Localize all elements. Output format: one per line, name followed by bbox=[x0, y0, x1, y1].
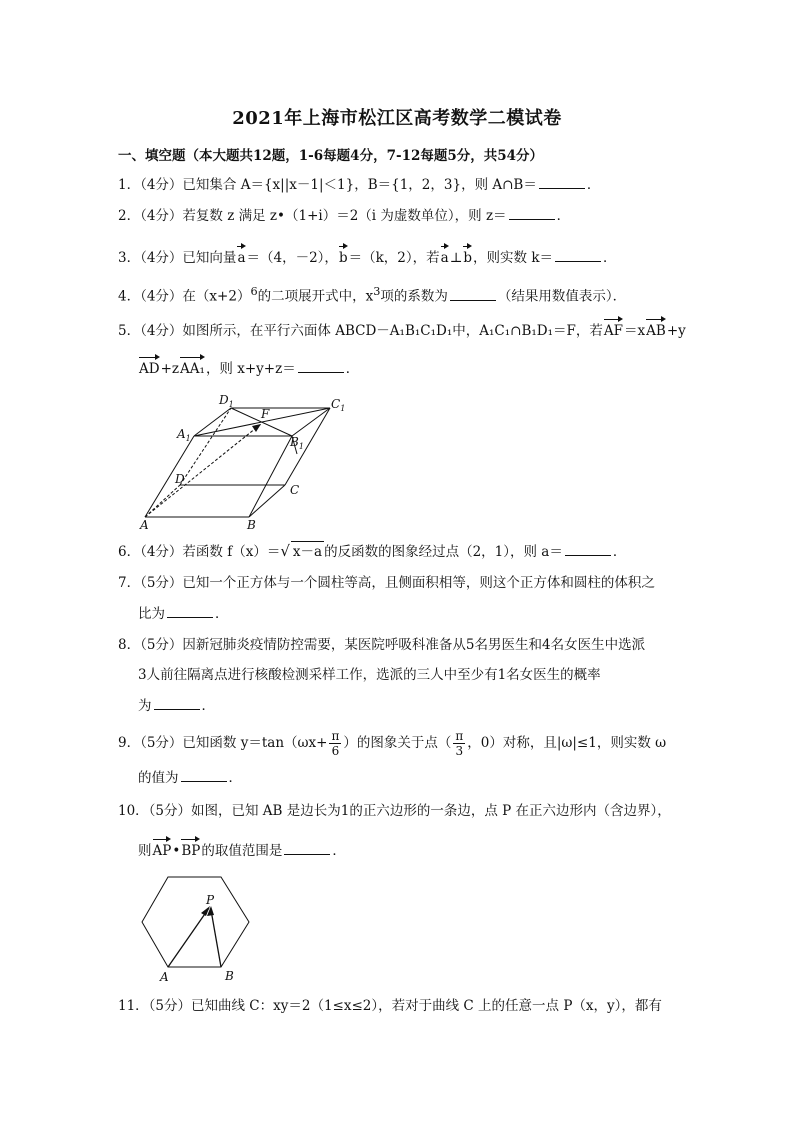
question-8-line-3: 为 ． bbox=[138, 698, 215, 714]
answer-blank bbox=[181, 768, 227, 782]
vector-bp: BP bbox=[181, 836, 200, 861]
parallelepiped-figure bbox=[135, 388, 355, 533]
answer-blank bbox=[539, 175, 585, 189]
hexagon-figure bbox=[135, 870, 265, 985]
question-9-line-2: 的值为 ． bbox=[138, 770, 242, 786]
question-10-line-2: 则AP•BP的取值范围是 ． bbox=[138, 836, 346, 861]
question-5-line-1: 5．（4分）如图所示，在平行六面体 ABCD－A₁B₁C₁D₁中，A₁C₁∩B₁D₁＝F，若AF＝xAB+y bbox=[118, 316, 686, 341]
label-b: B bbox=[225, 969, 234, 983]
question-9-line-1: 9．（5分）已知函数 y＝tan（ωx+ $\frac{\pi}{6}$ ）的图象关于点（ $\frac{\pi}{3}$ ，0）对称，且|ω|≤1，则实数 ω bbox=[118, 729, 667, 758]
vector-bp-line bbox=[211, 910, 221, 967]
arrowhead-bp bbox=[207, 906, 214, 916]
vector-a: a bbox=[237, 243, 245, 268]
answer-blank bbox=[284, 841, 330, 855]
sqrt-sign: √ bbox=[280, 542, 290, 560]
question-8-line-1: 8．（5分）因新冠肺炎疫情防控需要，某医院呼吸科准备从5名男医生和4名女医生中选派 bbox=[118, 637, 646, 653]
answer-blank bbox=[167, 604, 213, 618]
label-b: B bbox=[247, 518, 256, 532]
label-b1: $B_1$ bbox=[290, 435, 304, 451]
vector-ad: AD bbox=[139, 354, 160, 379]
answer-blank bbox=[154, 696, 200, 710]
vector-af: AF bbox=[604, 316, 623, 341]
answer-blank bbox=[555, 248, 601, 262]
edge-a-a1 bbox=[145, 436, 194, 517]
regular-hexagon bbox=[142, 877, 249, 967]
edge-b-b1 bbox=[249, 436, 292, 517]
question-11-line-1: 11．（5分）已知曲线 C：xy＝2（1≤x≤2），若对于曲线 C 上的任意一点 P（x，y），都有 bbox=[118, 998, 662, 1014]
vector-a: a bbox=[441, 243, 449, 268]
section-heading: 一、填空题（本大题共12题，1-6每题4分，7-12每题5分，共54分） bbox=[118, 148, 544, 164]
label-c: C bbox=[290, 483, 300, 497]
question-2: 2．（4分）若复数 z 满足 z•（1+i）＝2（i 为虚数单位），则 z＝ ． bbox=[118, 208, 571, 224]
question-6: 6．（4分）若函数 f（x）＝√ x－a 的反函数的图象经过点（2，1），则 a＝ ． bbox=[118, 542, 627, 560]
edge-b-c bbox=[249, 485, 285, 517]
label-a1: $A_1$ bbox=[177, 427, 191, 443]
vector-ab: AB bbox=[646, 316, 666, 341]
label-a: A bbox=[160, 970, 169, 984]
label-p: P bbox=[206, 893, 215, 907]
answer-blank bbox=[565, 542, 611, 556]
vector-af-arrowhead bbox=[252, 424, 261, 432]
vector-af-line bbox=[145, 424, 261, 517]
label-f: F bbox=[261, 407, 270, 421]
answer-blank bbox=[298, 359, 344, 373]
question-10-line-1: 10．（5分）如图，已知 AB 是边长为1的正六边形的一条边，点 P 在正六边形内（含边界）， bbox=[118, 803, 671, 819]
label-d1: $D_1$ bbox=[219, 393, 234, 409]
question-3: 3．（4分）已知向量a＝（4，－2），b＝（k，2），若a⊥b，则实数 k＝ ． bbox=[118, 243, 617, 268]
label-c1: $C_1$ bbox=[331, 397, 346, 413]
answer-blank bbox=[450, 287, 496, 301]
vector-b: b bbox=[339, 243, 348, 268]
page-title: 2021年上海市松江区高考数学二模试卷 bbox=[232, 108, 562, 129]
vector-b: b bbox=[463, 243, 472, 268]
question-1: 1．（4分）已知集合 A＝{x||x－1|＜1}，B＝{1，2，3}，则 A∩B＝ ． bbox=[118, 177, 601, 193]
question-7-line-2: 比为 ． bbox=[138, 606, 229, 622]
vector-ap-line bbox=[168, 908, 209, 967]
fraction-pi-over-3: $\frac{\pi}{3}$ bbox=[455, 729, 464, 758]
question-5-line-2: AD+zAA₁，则 x+y+z＝ ． bbox=[138, 354, 359, 379]
answer-blank bbox=[509, 206, 555, 220]
question-4: 4．（4分）在$(x+2)^6$的二项展开式中，$x^3$项的系数为 （结果用数值表示）． bbox=[118, 285, 627, 305]
label-a: A bbox=[140, 518, 149, 532]
question-7-line-1: 7．（5分）已知一个正方体与一个圆柱等高，且侧面积相等，则这个正方体和圆柱的体积之 bbox=[118, 575, 655, 591]
vector-ap: AP bbox=[153, 836, 172, 861]
vector-aa1: AA₁ bbox=[180, 354, 205, 379]
label-d: D bbox=[175, 472, 185, 486]
fraction-pi-over-6: $\frac{\pi}{6}$ bbox=[331, 729, 340, 758]
question-8-line-2: 3人前往隔离点进行核酸检测采样工作，选派的三人中至少有1名女医生的概率 bbox=[138, 667, 601, 683]
